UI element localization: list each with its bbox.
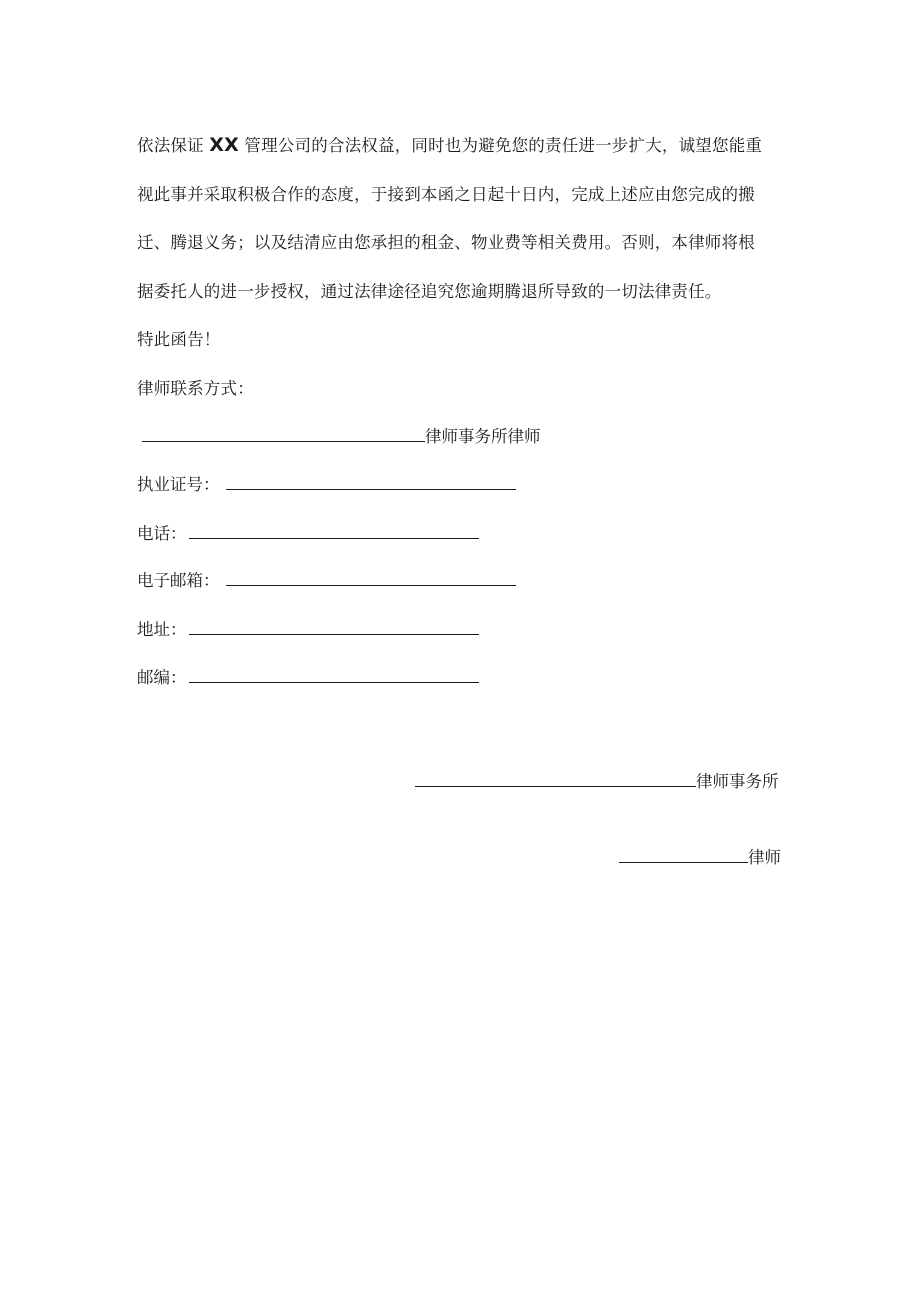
signature-lawyer-line (619, 845, 781, 870)
license-number-label: 执业证号： (137, 475, 220, 494)
email-blank[interactable] (226, 568, 516, 586)
paragraph-line-2: 视此事并采取积极合作的态度，于接到本函之日起十日内，完成上述应由您完成的搬 (137, 184, 755, 204)
signature-firm-line (415, 769, 779, 794)
signature-firm-blank[interactable] (415, 769, 696, 787)
license-number-line (137, 472, 516, 497)
address-label: 地址： (137, 620, 187, 639)
contact-heading: 律师联系方式： (137, 378, 254, 398)
signature-firm-suffix: 律师事务所 (696, 772, 779, 791)
email-line (137, 568, 516, 593)
signature-lawyer-suffix: 律师 (748, 848, 781, 867)
phone-line (137, 521, 479, 546)
closing-statement: 特此函告！ (137, 330, 221, 350)
address-line (137, 617, 479, 642)
paragraph-line-1-start: 依法保证 (137, 136, 210, 155)
phone-label: 电话： (137, 524, 187, 543)
postcode-label: 邮编： (137, 668, 187, 687)
email-label: 电子邮箱： (137, 571, 220, 590)
firm-name-blank[interactable] (142, 424, 425, 442)
paragraph-line-3: 迁、腾退义务；以及结清应由您承担的租金、物业费等相关费用。否则，本律师将根 (137, 233, 755, 253)
firm-lawyer-suffix: 律师事务所律师 (425, 427, 541, 446)
postcode-line (137, 665, 479, 690)
phone-blank[interactable] (189, 521, 479, 539)
company-placeholder-xx: XX (209, 134, 239, 156)
license-number-blank[interactable] (226, 472, 516, 490)
signature-lawyer-blank[interactable] (619, 845, 748, 863)
address-blank[interactable] (189, 617, 479, 635)
paragraph-line-1-end: 管理公司的合法权益，同时也为避免您的责任进一步扩大，诚望您能重 (238, 136, 763, 155)
postcode-blank[interactable] (189, 665, 479, 683)
firm-lawyer-line (142, 424, 541, 449)
letter-body-paragraph (137, 121, 787, 414)
paragraph-line-4: 据委托人的进一步授权，通过法律途径追究您逾期腾退所导致的一切法律责任。 (137, 281, 722, 301)
paragraph-line-1 (137, 121, 787, 171)
